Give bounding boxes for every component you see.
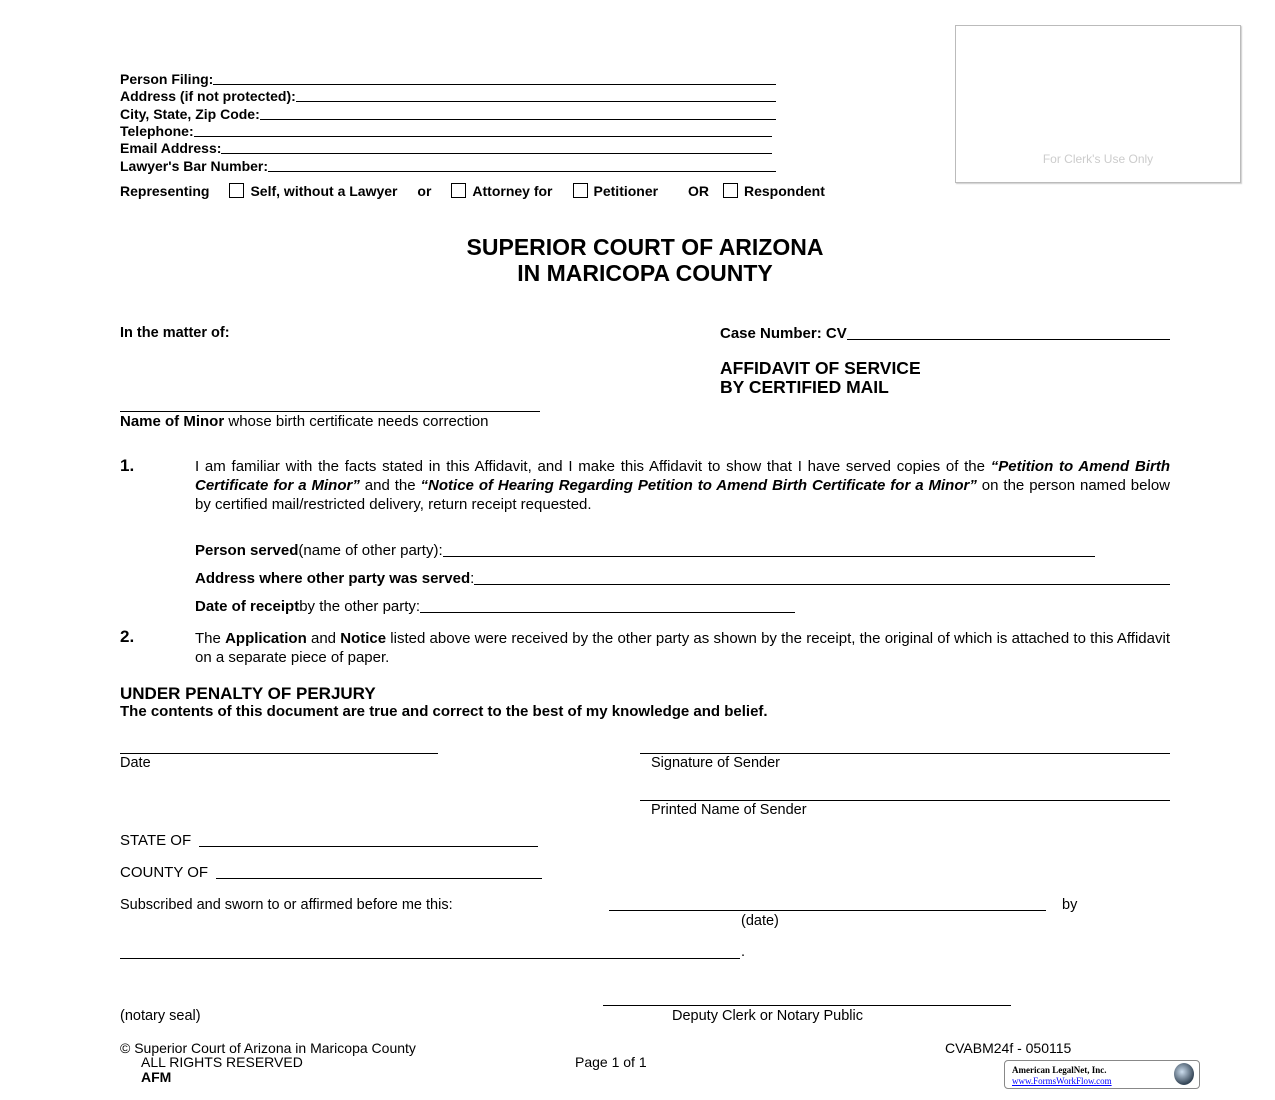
bold-text: Application: [225, 630, 307, 647]
sworn-date-line[interactable]: [609, 910, 1046, 911]
perjury-heading: UNDER PENALTY OF PERJURY: [120, 684, 376, 703]
petitioner-label: Petitioner: [593, 183, 659, 199]
address-field[interactable]: [120, 88, 776, 104]
text: The: [195, 630, 226, 647]
or-label: or: [417, 183, 432, 199]
clerk-use-box: [955, 25, 1241, 183]
label-text: :: [470, 570, 475, 587]
field-label: City, State, Zip Code:: [120, 106, 260, 122]
label-text: (name of other party):: [298, 542, 443, 559]
text: and: [306, 630, 341, 647]
paragraph-2: [195, 629, 1170, 667]
matter-label: In the matter of:: [120, 325, 230, 341]
notary-label: Deputy Clerk or Notary Public: [672, 1008, 863, 1024]
period: .: [741, 944, 746, 960]
bold-text: Notice: [340, 630, 387, 647]
notice-title: “Notice of Hearing Regarding Petition to Amend Birth Certificate for a Minor”: [420, 477, 977, 494]
label-text: whose birth certificate needs correction: [224, 413, 489, 430]
field-label: Person Filing:: [120, 71, 214, 87]
globe-icon: [1174, 1063, 1194, 1085]
page-number: Page 1 of 1: [575, 1054, 647, 1070]
respondent-label: Respondent: [743, 183, 825, 199]
representing-row: [120, 183, 831, 199]
legalnet-logo: [1004, 1060, 1200, 1089]
text: listed above were received by the other party as shown by the receipt, the original of which is attached to this Affidavit on a separate piece of paper.: [195, 630, 1170, 666]
printed-name-label: Printed Name of Sender: [651, 802, 807, 818]
signature-label: Signature of Sender: [651, 755, 780, 771]
respondent-checkbox[interactable]: [723, 183, 738, 198]
footer-copyright: © Superior Court of Arizona in Maricopa County: [120, 1040, 416, 1056]
court-name: [0, 234, 1275, 286]
attorney-checkbox[interactable]: [451, 183, 466, 198]
label-bold: Date of receipt: [195, 598, 300, 615]
petitioner-checkbox[interactable]: [573, 183, 588, 198]
petition-title: “Petition to Amend Birth Certificate for a Minor”: [195, 458, 1170, 494]
county-of-field[interactable]: [120, 864, 542, 881]
self-label: Self, without a Lawyer: [250, 183, 398, 199]
title-line: AFFIDAVIT OF SERVICE: [720, 358, 921, 378]
court-line: IN MARICOPA COUNTY: [517, 260, 773, 286]
email-field[interactable]: [120, 140, 772, 156]
label-bold: Name of Minor: [120, 413, 225, 430]
logo-link[interactable]: www.FormsWorkFlow.com: [1012, 1076, 1112, 1086]
paragraph-number: 2.: [120, 627, 135, 646]
document-title: [720, 359, 921, 397]
printed-name-line[interactable]: [640, 800, 1170, 801]
paragraph-1: [195, 457, 1170, 514]
logo-name: American LegalNet, Inc.: [1012, 1065, 1107, 1075]
form-code: CVABM24f - 050115: [945, 1040, 1072, 1056]
date-signature-line[interactable]: [120, 753, 438, 754]
attorney-label: Attorney for: [472, 183, 553, 199]
field-label: Case Number: CV: [720, 325, 847, 342]
text: I am familiar with the facts stated in this Affidavit, and I make this Affidavit to show that I have served copies of the: [195, 458, 991, 475]
bar-number-field[interactable]: [120, 158, 776, 174]
text: and the: [359, 477, 421, 494]
telephone-field[interactable]: [120, 123, 772, 139]
by-label: by: [1062, 897, 1078, 913]
text: on the person named below by certified mail/restricted delivery, return receipt requested.: [195, 477, 1170, 513]
affiant-name-line[interactable]: [120, 958, 740, 959]
address-served-field[interactable]: [195, 570, 1170, 587]
field-label: Email Address:: [120, 140, 222, 156]
notary-seal-label: (notary seal): [120, 1008, 201, 1024]
field-label: COUNTY OF: [120, 864, 209, 881]
paragraph-number: 1.: [120, 456, 135, 475]
date-label: Date: [120, 755, 151, 771]
label-bold: Person served: [195, 542, 299, 559]
sworn-label: Subscribed and sworn to or affirmed before me this:: [120, 897, 453, 913]
field-label: STATE OF: [120, 832, 192, 849]
notary-signature-line[interactable]: [603, 1005, 1011, 1006]
label-bold: Address where other party was served: [195, 570, 471, 587]
city-state-zip-field[interactable]: [120, 106, 776, 122]
representing-label: Representing: [120, 183, 210, 199]
person-filing-field[interactable]: [120, 71, 776, 87]
or-label: OR: [687, 183, 709, 199]
date-caption: (date): [741, 913, 779, 929]
label-text: by the other party:: [299, 598, 421, 615]
sender-signature-line[interactable]: [640, 753, 1170, 754]
footer-rights: ALL RIGHTS RESERVED: [141, 1054, 303, 1070]
clerk-use-label: For Clerk's Use Only: [1042, 152, 1154, 166]
footer-afm: AFM: [141, 1069, 172, 1085]
date-receipt-field[interactable]: [195, 598, 795, 615]
person-served-field[interactable]: [195, 542, 1095, 559]
self-checkbox[interactable]: [229, 183, 244, 198]
minor-name-label: [120, 413, 488, 430]
field-label: Address (if not protected):: [120, 88, 296, 104]
field-label: Lawyer's Bar Number:: [120, 158, 269, 174]
court-line: SUPERIOR COURT OF ARIZONA: [466, 234, 824, 260]
state-of-field[interactable]: [120, 832, 538, 849]
perjury-statement: The contents of this document are true and correct to the best of my knowledge and belief.: [120, 703, 768, 720]
case-number-field[interactable]: [720, 325, 1170, 342]
title-line: BY CERTIFIED MAIL: [720, 377, 889, 397]
minor-name-line[interactable]: [120, 411, 540, 412]
field-label: Telephone:: [120, 123, 194, 139]
